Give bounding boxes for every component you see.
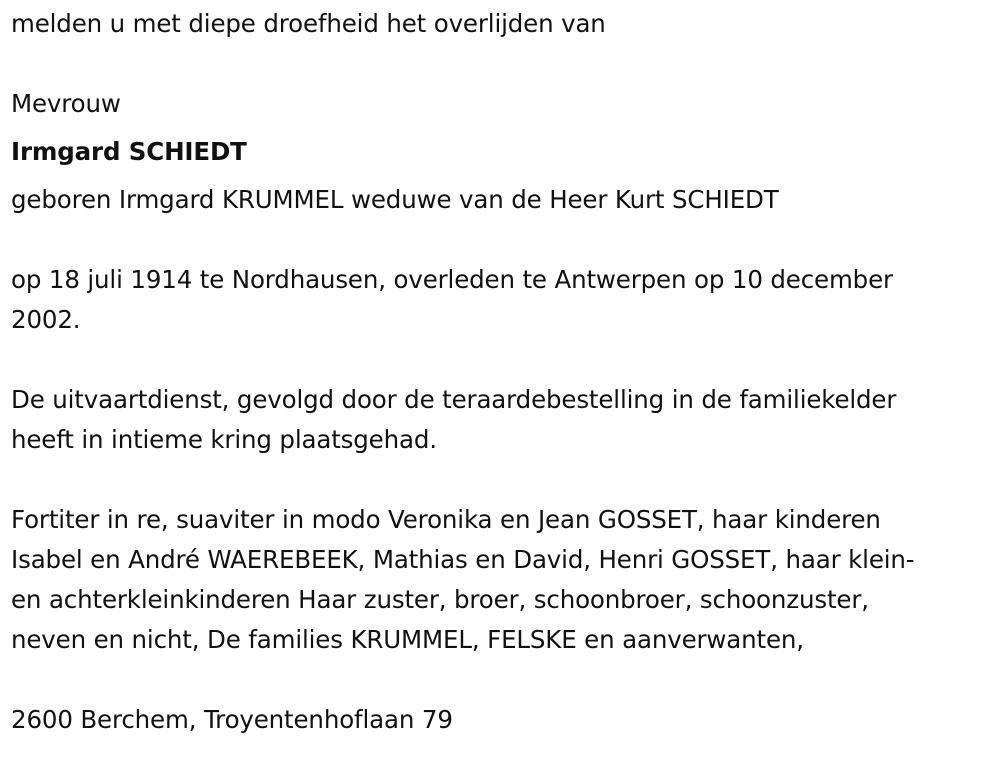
family-line-1: Fortiter in re, suaviter in modo Veronika en Jean GOSSET, haar kinderen (11, 505, 881, 534)
birth-death-line-2: 2002. (11, 305, 81, 334)
birth-death-line-1: op 18 juli 1914 te Nordhausen, overleden te Antwerpen op 10 december (11, 265, 893, 294)
funeral-line-1: De uitvaartdienst, gevolgd door de teraardebestelling in de familiekelder (11, 385, 897, 414)
salutation: Mevrouw (11, 89, 121, 118)
family-line-4: neven en nicht, De families KRUMMEL, FELSKE en aanverwanten, (11, 625, 804, 654)
born-as-line: geboren Irmgard KRUMMEL weduwe van de Heer Kurt SCHIEDT (11, 185, 779, 214)
funeral-line-2: heeft in intieme kring plaatsgehad. (11, 425, 437, 454)
address-line: 2600 Berchem, Troyentenhoflaan 79 (11, 705, 453, 734)
family-line-3: en achterkleinkinderen Haar zuster, broer, schoonbroer, schoonzuster, (11, 585, 869, 614)
intro-line: melden u met diepe droefheid het overlijden van (11, 9, 606, 38)
family-line-2: Isabel en André WAEREBEEK, Mathias en David, Henri GOSSET, haar klein- (11, 545, 915, 574)
deceased-name: Irmgard SCHIEDT (11, 137, 247, 166)
